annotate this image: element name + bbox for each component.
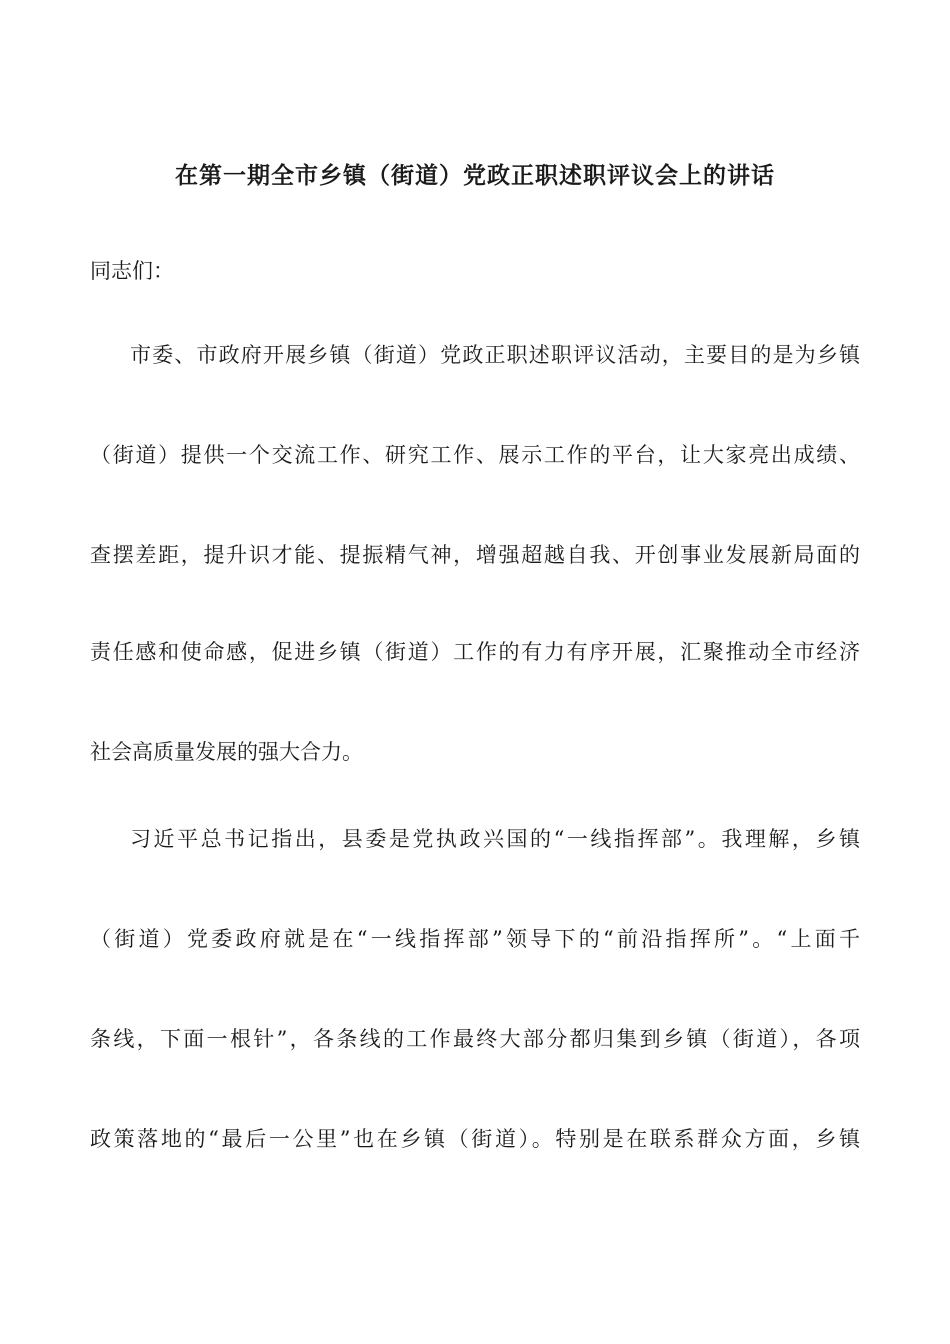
salutation: 同志们： xyxy=(90,259,174,283)
paragraph-line: 查摆差距，提升识才能、提振精气神，增强超越自我、开创事业发展新局面的 xyxy=(90,543,860,567)
paragraph-line: （街道）提供一个交流工作、研究工作、展示工作的平台，让大家亮出成绩、 xyxy=(90,443,860,467)
paragraph-line: 市委、市政府开展乡镇（街道）党政正职述职评议活动，主要目的是为乡镇 xyxy=(130,343,860,367)
paragraph-line: 责任感和使命感，促进乡镇（街道）工作的有力有序开展，汇聚推动全市经济 xyxy=(90,640,860,664)
paragraph-line: 社会高质量发展的强大合力。 xyxy=(90,740,363,764)
document-title: 在第一期全市乡镇（街道）党政正职述职评议会上的讲话 xyxy=(175,162,775,189)
paragraph-line: 政策落地的“最后一公里”也在乡镇（街道）。特别是在联系群众方面，乡镇 xyxy=(90,1127,860,1151)
paragraph-line: （街道）党委政府就是在“一线指挥部”领导下的“前沿指挥所”。“上面千 xyxy=(90,927,860,951)
paragraph-line: 条线，下面一根针”，各条线的工作最终大部分都归集到乡镇（街道），各项 xyxy=(90,1027,860,1051)
paragraph-line: 习近平总书记指出，县委是党执政兴国的“一线指挥部”。我理解，乡镇 xyxy=(130,827,860,851)
